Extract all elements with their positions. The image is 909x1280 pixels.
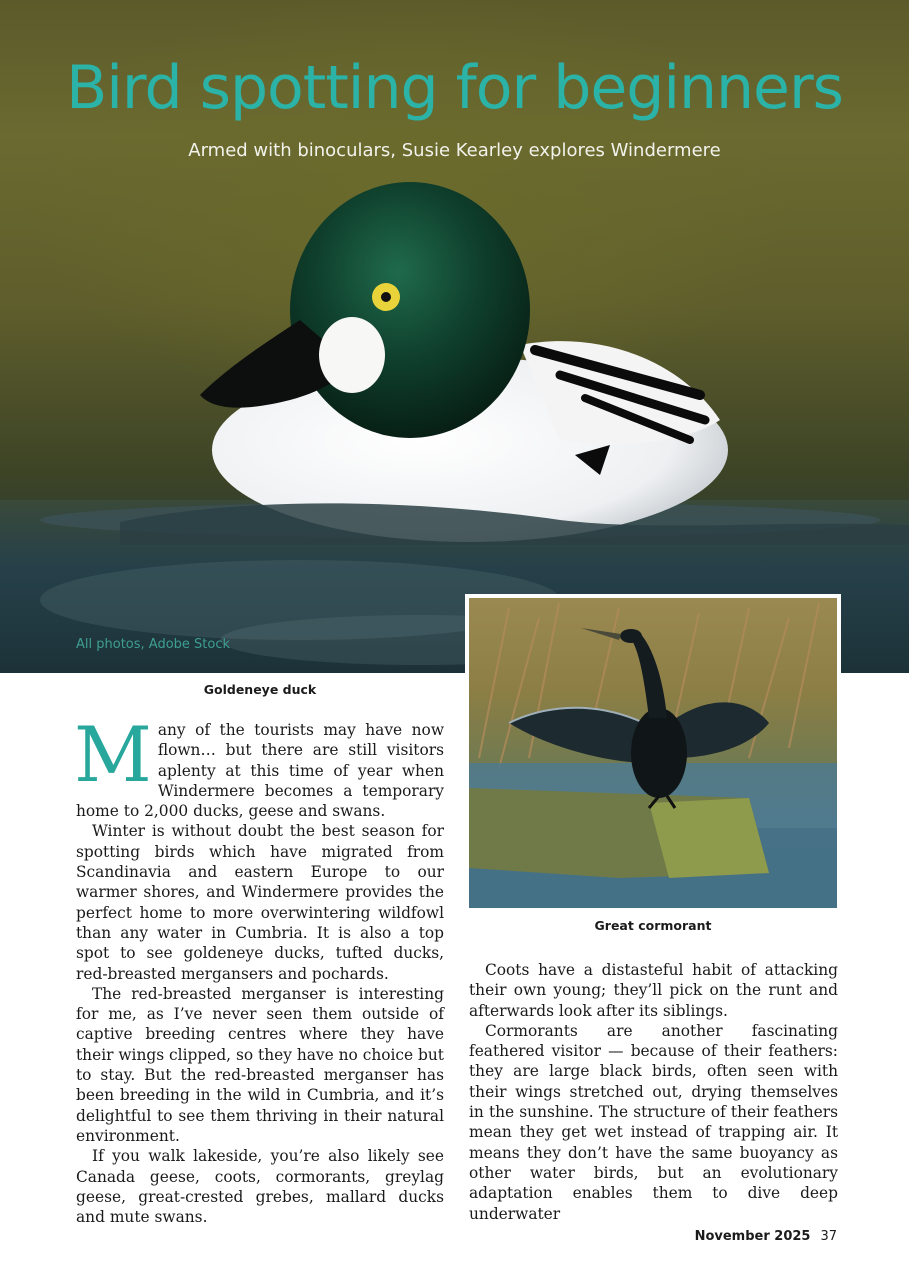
cormorant-photo-frame (465, 594, 841, 912)
cormorant-illustration (469, 598, 837, 908)
page-number: 37 (820, 1229, 837, 1244)
article-subtitle: Armed with binoculars, Susie Kearley explores Windermere (188, 140, 721, 161)
article-paragraph: The red-breasted merganser is interesting for me, as I’ve never seen them outside of captive breeding centres where they have their wings clipped, so they have no choice but to stay. But the red-breasted merganser has been breeding in the wild in Cumbria, and it’s delightful to see them thriving in their natural environment. (76, 984, 444, 1145)
article-paragraph: Cormorants are another fascinating feathered visitor — because of their feathers: they are large black birds, often seen with their wings stretched out, drying themselves in the sunshine. The structure of their feathers mean they get wet instead of trapping air. It means they don’t have the same buoyancy as other water birds, but an evolutionary adaptation enables them to dive deep underwater (469, 1021, 838, 1223)
photo-credit: All photos, Adobe Stock (76, 637, 231, 652)
drop-cap: M (74, 710, 152, 799)
article-column-2 (469, 960, 838, 1224)
article-column-1 (74, 710, 444, 1227)
article-paragraph: If you walk lakeside, you’re also likely see Canada geese, coots, cormorants, greylag geese, great-crested grebes, mallard ducks and mute swans. (76, 1147, 444, 1227)
cormorant-photo (469, 598, 837, 908)
hero-caption: Goldeneye duck (203, 682, 317, 697)
article-paragraph: Coots have a distasteful habit of attacking their own young; they’ll pick on the runt and afterwards look after its siblings. (469, 961, 838, 1020)
article-paragraph: Many of the tourists may have now flown… but there are still visitors aplenty at this time of year when Windermere becomes a temporary home to 2,000 ducks, geese and swans. (74, 710, 444, 821)
article-paragraph: Winter is without doubt the best season for spotting birds which have migrated from Scandinavia and eastern Europe to our warmer shores, and Windermere provides the perfect home to more overwintering wildfowl than any water in Cumbria. It is also a top spot to see goldeneye ducks, tufted ducks, red-breasted mergansers and pochards. (76, 822, 444, 983)
article-title: Bird spotting for beginners (66, 53, 843, 123)
inset-caption: Great cormorant (594, 918, 712, 933)
page-footer (695, 1229, 837, 1244)
issue-date: November 2025 (694, 1229, 811, 1244)
